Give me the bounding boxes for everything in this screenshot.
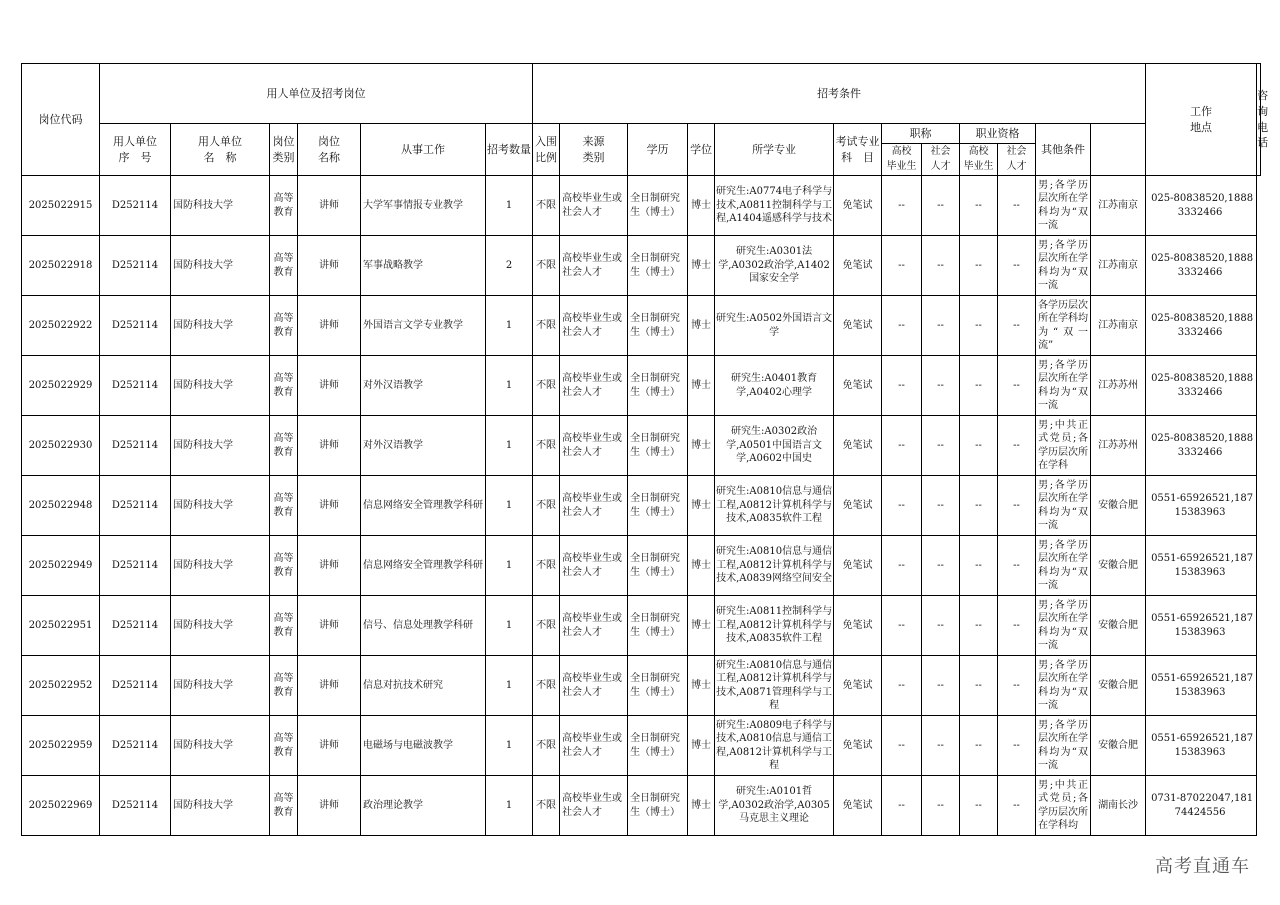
post-name-cell: 讲师	[298, 656, 361, 716]
header-unit-seq: 用人单位 序 号	[100, 124, 171, 176]
post-type-cell: 高等教育	[270, 296, 298, 356]
title-social-cell: --	[922, 236, 960, 296]
degree-cell: 博士	[688, 356, 715, 416]
other-cell	[1036, 776, 1091, 836]
qual-social-cell: --	[998, 416, 1036, 476]
post-type-cell: 高等教育	[270, 356, 298, 416]
major-cell: 研究生:A0809电子科学与技术,A0810信息与通信工程,A0812计算机科学与工程	[715, 716, 834, 776]
header-exam: 考试专业 科 目	[834, 124, 882, 176]
qual-social-cell: --	[998, 476, 1036, 536]
post-name-cell: 讲师	[298, 296, 361, 356]
other-text: 男;中共正式党员;各学历层次所在学科均	[1038, 779, 1089, 831]
unit-name-cell: 国防科技大学	[171, 356, 270, 416]
post-code-cell: 2025022969	[22, 776, 100, 836]
source-cell: 高校毕业生或社会人才	[560, 296, 628, 356]
unit-name-cell: 国防科技大学	[171, 176, 270, 236]
qual-social-cell: --	[998, 656, 1036, 716]
major-cell: 研究生:A0301法学,A0302政治学,A1402国家安全学	[715, 236, 834, 296]
other-cell	[1036, 536, 1091, 596]
education-cell: 全日制研究生（博士）	[628, 176, 688, 236]
post-type-cell: 高等教育	[270, 656, 298, 716]
title-grad-cell: --	[882, 776, 922, 836]
other-text: 男;各学历层次所在学科均为“双一流	[1038, 659, 1089, 711]
other-cell	[1036, 716, 1091, 776]
post-type-cell: 高等教育	[270, 236, 298, 296]
source-cell: 高校毕业生或社会人才	[560, 536, 628, 596]
degree-cell: 博士	[688, 716, 715, 776]
other-cell	[1036, 356, 1091, 416]
phone-text: 0551-65926521,18715383963	[1151, 673, 1254, 698]
unit-name-cell: 国防科技大学	[171, 236, 270, 296]
other-text: 男;各学历层次所在学科均为“双一流	[1038, 359, 1089, 411]
source-cell: 高校毕业生或社会人才	[560, 236, 628, 296]
work-cell: 对外汉语教学	[361, 416, 486, 476]
other-cell	[1036, 416, 1091, 476]
education-cell: 全日制研究生（博士）	[628, 296, 688, 356]
exam-cell: 免笔试	[834, 296, 882, 356]
phone-cell	[1146, 716, 1257, 776]
post-name-cell: 讲师	[298, 716, 361, 776]
header-count: 招考数量	[486, 124, 533, 176]
unit-seq-cell: D252114	[100, 716, 171, 776]
table-row	[22, 656, 1261, 716]
post-code-cell: 2025022922	[22, 296, 100, 356]
other-cell	[1036, 596, 1091, 656]
location-cell: 江苏苏州	[1091, 356, 1146, 416]
count-cell: 2	[486, 236, 533, 296]
degree-cell: 博士	[688, 596, 715, 656]
table-row	[22, 236, 1261, 296]
major-cell: 研究生:A0774电子科学与技术,A0811控制科学与工程,A1404遥感科学与技术	[715, 176, 834, 236]
phone-text: 025-80838520,18883332466	[1151, 373, 1254, 398]
post-name-cell: 讲师	[298, 596, 361, 656]
qual-grad-cell: --	[960, 536, 998, 596]
work-cell: 信号、信息处理教学科研	[361, 596, 486, 656]
post-code-cell: 2025022929	[22, 356, 100, 416]
work-cell: 信息网络安全管理教学科研	[361, 536, 486, 596]
ratio-cell: 不限	[533, 776, 560, 836]
qual-grad-cell: --	[960, 596, 998, 656]
unit-seq-cell: D252114	[100, 356, 171, 416]
header-ratio: 入围 比例	[533, 124, 560, 176]
ratio-cell: 不限	[533, 296, 560, 356]
title-grad-cell: --	[882, 296, 922, 356]
qual-grad-cell: --	[960, 656, 998, 716]
title-grad-cell: --	[882, 416, 922, 476]
work-cell: 电磁场与电磁波教学	[361, 716, 486, 776]
source-cell: 高校毕业生或社会人才	[560, 176, 628, 236]
education-cell: 全日制研究生（博士）	[628, 536, 688, 596]
post-code-cell: 2025022948	[22, 476, 100, 536]
exam-cell: 免笔试	[834, 356, 882, 416]
other-text: 男;中共正式党员;各学历层次所在学科	[1038, 419, 1089, 471]
education-cell: 全日制研究生（博士）	[628, 716, 688, 776]
header-phone: 咨询电话	[1257, 64, 1261, 176]
header-qual-group: 职业资格	[960, 124, 1036, 144]
phone-text: 025-80838520,18883332466	[1151, 313, 1254, 338]
phone-text: 025-80838520,18883332466	[1151, 253, 1254, 278]
location-cell: 安徽合肥	[1091, 716, 1146, 776]
phone-cell	[1146, 536, 1257, 596]
source-cell: 高校毕业生或社会人才	[560, 416, 628, 476]
other-cell	[1036, 296, 1091, 356]
count-cell: 1	[486, 476, 533, 536]
exam-cell: 免笔试	[834, 476, 882, 536]
degree-cell: 博士	[688, 476, 715, 536]
title-social-cell: --	[922, 476, 960, 536]
degree-cell: 博士	[688, 776, 715, 836]
exam-cell: 免笔试	[834, 176, 882, 236]
work-cell: 外国语言文学专业教学	[361, 296, 486, 356]
header-major: 所学专业	[715, 124, 834, 176]
unit-seq-cell: D252114	[100, 596, 171, 656]
phone-text: 0551-65926521,18715383963	[1151, 613, 1254, 638]
location-cell: 江苏南京	[1091, 236, 1146, 296]
source-cell: 高校毕业生或社会人才	[560, 656, 628, 716]
unit-seq-cell: D252114	[100, 536, 171, 596]
post-type-cell: 高等教育	[270, 776, 298, 836]
exam-cell: 免笔试	[834, 416, 882, 476]
ratio-cell: 不限	[533, 416, 560, 476]
header-post-name: 岗位 名称	[298, 124, 361, 176]
exam-cell: 免笔试	[834, 536, 882, 596]
work-cell: 信息网络安全管理教学科研	[361, 476, 486, 536]
source-cell: 高校毕业生或社会人才	[560, 776, 628, 836]
other-text: 男;各学历层次所在学科均为“双一流	[1038, 179, 1089, 231]
post-code-cell: 2025022915	[22, 176, 100, 236]
phone-text: 0551-65926521,18715383963	[1151, 553, 1254, 578]
degree-cell: 博士	[688, 416, 715, 476]
post-name-cell: 讲师	[298, 236, 361, 296]
count-cell: 1	[486, 596, 533, 656]
location-cell: 湖南长沙	[1091, 776, 1146, 836]
post-code-cell: 2025022951	[22, 596, 100, 656]
post-code-cell: 2025022959	[22, 716, 100, 776]
qual-grad-cell: --	[960, 476, 998, 536]
post-name-cell: 讲师	[298, 416, 361, 476]
phone-text: 0731-87022047,18174424556	[1151, 793, 1254, 818]
major-cell: 研究生:A0810信息与通信工程,A0812计算机科学与技术,A0835软件工程	[715, 476, 834, 536]
watermark-text: 高考直通车	[1155, 856, 1250, 877]
title-social-cell: --	[922, 296, 960, 356]
phone-text: 025-80838520,18883332466	[1151, 433, 1254, 458]
other-text: 男;各学历层次所在学科均为“双一流	[1038, 719, 1089, 771]
major-cell: 研究生:A0101哲学,A0302政治学,A0305马克思主义理论	[715, 776, 834, 836]
post-type-cell: 高等教育	[270, 476, 298, 536]
exam-cell: 免笔试	[834, 776, 882, 836]
job-table	[21, 63, 1269, 836]
header-post-type: 岗位 类别	[270, 124, 298, 176]
header-education: 学历	[628, 124, 688, 176]
work-cell: 军事战略教学	[361, 236, 486, 296]
table-row	[22, 596, 1261, 656]
post-name-cell: 讲师	[298, 356, 361, 416]
title-social-cell: --	[922, 416, 960, 476]
major-cell: 研究生:A0401教育学,A0402心理学	[715, 356, 834, 416]
unit-name-cell: 国防科技大学	[171, 656, 270, 716]
qual-social-cell: --	[998, 596, 1036, 656]
work-cell: 对外汉语教学	[361, 356, 486, 416]
ratio-cell: 不限	[533, 236, 560, 296]
ratio-cell: 不限	[533, 476, 560, 536]
count-cell: 1	[486, 776, 533, 836]
source-cell: 高校毕业生或社会人才	[560, 356, 628, 416]
post-code-cell: 2025022918	[22, 236, 100, 296]
qual-social-cell: --	[998, 536, 1036, 596]
qual-social-cell: --	[998, 296, 1036, 356]
location-cell: 安徽合肥	[1091, 596, 1146, 656]
phone-cell	[1146, 476, 1257, 536]
count-cell: 1	[486, 716, 533, 776]
work-cell: 信息对抗技术研究	[361, 656, 486, 716]
education-cell: 全日制研究生（博士）	[628, 236, 688, 296]
header-title-social: 社会 人才	[922, 144, 960, 176]
degree-cell: 博士	[688, 656, 715, 716]
unit-seq-cell: D252114	[100, 236, 171, 296]
post-type-cell: 高等教育	[270, 416, 298, 476]
phone-cell	[1146, 656, 1257, 716]
qual-social-cell: --	[998, 776, 1036, 836]
header-degree: 学位	[688, 124, 715, 176]
qual-grad-cell: --	[960, 716, 998, 776]
count-cell: 1	[486, 176, 533, 236]
phone-cell	[1146, 356, 1257, 416]
location-cell: 安徽合肥	[1091, 476, 1146, 536]
degree-cell: 博士	[688, 296, 715, 356]
degree-cell: 博士	[688, 176, 715, 236]
source-cell: 高校毕业生或社会人才	[560, 476, 628, 536]
qual-grad-cell: --	[960, 296, 998, 356]
ratio-cell: 不限	[533, 716, 560, 776]
title-grad-cell: --	[882, 716, 922, 776]
ratio-cell: 不限	[533, 536, 560, 596]
table-row	[22, 176, 1261, 236]
post-type-cell: 高等教育	[270, 536, 298, 596]
unit-seq-cell: D252114	[100, 476, 171, 536]
education-cell: 全日制研究生（博士）	[628, 476, 688, 536]
work-cell: 大学军事情报专业教学	[361, 176, 486, 236]
header-group-conditions: 招考条件	[533, 64, 1146, 124]
education-cell: 全日制研究生（博士）	[628, 656, 688, 716]
post-code-cell: 2025022930	[22, 416, 100, 476]
ratio-cell: 不限	[533, 356, 560, 416]
count-cell: 1	[486, 356, 533, 416]
table-row	[22, 776, 1261, 836]
header-source: 来源 类别	[560, 124, 628, 176]
header-work: 从事工作	[361, 124, 486, 176]
phone-text: 0551-65926521,18715383963	[1151, 733, 1254, 758]
unit-name-cell: 国防科技大学	[171, 416, 270, 476]
header-location: 工作 地点	[1146, 64, 1257, 176]
ratio-cell: 不限	[533, 596, 560, 656]
title-grad-cell: --	[882, 476, 922, 536]
post-code-cell: 2025022949	[22, 536, 100, 596]
major-cell: 研究生:A0811控制科学与工程,A0812计算机科学与技术,A0835软件工程	[715, 596, 834, 656]
major-cell: 研究生:A0810信息与通信工程,A0812计算机科学与技术,A0871管理科学与工程	[715, 656, 834, 716]
table-row	[22, 476, 1261, 536]
education-cell: 全日制研究生（博士）	[628, 776, 688, 836]
phone-text: 025-80838520,18883332466	[1151, 193, 1254, 218]
qual-social-cell: --	[998, 236, 1036, 296]
title-social-cell: --	[922, 776, 960, 836]
other-cell	[1036, 236, 1091, 296]
header-unit-name: 用人单位 名 称	[171, 124, 270, 176]
table-row	[22, 716, 1261, 776]
table-row	[22, 296, 1261, 356]
unit-name-cell: 国防科技大学	[171, 476, 270, 536]
location-cell: 江苏南京	[1091, 296, 1146, 356]
education-cell: 全日制研究生（博士）	[628, 416, 688, 476]
header-qual-social: 社会 人才	[998, 144, 1036, 176]
header-title-group: 职称	[882, 124, 960, 144]
work-cell: 政治理论教学	[361, 776, 486, 836]
header-other: 其他条件	[1036, 124, 1091, 176]
qual-grad-cell: --	[960, 416, 998, 476]
unit-name-cell: 国防科技大学	[171, 716, 270, 776]
education-cell: 全日制研究生（博士）	[628, 356, 688, 416]
table-row	[22, 536, 1261, 596]
count-cell: 1	[486, 656, 533, 716]
phone-cell	[1146, 236, 1257, 296]
title-social-cell: --	[922, 356, 960, 416]
title-grad-cell: --	[882, 596, 922, 656]
major-cell: 研究生:A0810信息与通信工程,A0812计算机科学与技术,A0839网络空间安全	[715, 536, 834, 596]
title-social-cell: --	[922, 596, 960, 656]
other-text: 男;各学历层次所在学科均为“双一流	[1038, 539, 1089, 591]
exam-cell: 免笔试	[834, 596, 882, 656]
phone-cell	[1146, 296, 1257, 356]
count-cell: 1	[486, 416, 533, 476]
count-cell: 1	[486, 536, 533, 596]
location-cell: 安徽合肥	[1091, 656, 1146, 716]
other-cell	[1036, 476, 1091, 536]
unit-name-cell: 国防科技大学	[171, 596, 270, 656]
phone-cell	[1146, 176, 1257, 236]
unit-name-cell: 国防科技大学	[171, 776, 270, 836]
other-text: 男;各学历层次所在学科均为“双一流	[1038, 239, 1089, 291]
major-cell: 研究生:A0502外国语言文学	[715, 296, 834, 356]
unit-seq-cell: D252114	[100, 296, 171, 356]
title-grad-cell: --	[882, 536, 922, 596]
phone-cell	[1146, 776, 1257, 836]
exam-cell: 免笔试	[834, 716, 882, 776]
post-type-cell: 高等教育	[270, 716, 298, 776]
unit-seq-cell: D252114	[100, 176, 171, 236]
phone-cell	[1146, 416, 1257, 476]
unit-name-cell: 国防科技大学	[171, 296, 270, 356]
phone-cell	[1146, 596, 1257, 656]
qual-social-cell: --	[998, 356, 1036, 416]
major-cell: 研究生:A0302政治学,A0501中国语言文学,A0602中国史	[715, 416, 834, 476]
ratio-cell: 不限	[533, 176, 560, 236]
header-post-code: 岗位代码	[22, 64, 100, 176]
title-social-cell: --	[922, 656, 960, 716]
header-title-grad: 高校 毕业生	[882, 144, 922, 176]
title-grad-cell: --	[882, 176, 922, 236]
degree-cell: 博士	[688, 536, 715, 596]
source-cell: 高校毕业生或社会人才	[560, 716, 628, 776]
location-cell: 安徽合肥	[1091, 536, 1146, 596]
unit-seq-cell: D252114	[100, 776, 171, 836]
table-row	[22, 356, 1261, 416]
qual-grad-cell: --	[960, 356, 998, 416]
post-name-cell: 讲师	[298, 776, 361, 836]
location-cell: 江苏苏州	[1091, 416, 1146, 476]
other-text: 男;各学历层次所在学科均为“双一流	[1038, 599, 1089, 651]
location-cell: 江苏南京	[1091, 176, 1146, 236]
qual-grad-cell: --	[960, 236, 998, 296]
header-group-unit: 用人单位及招考岗位	[100, 64, 533, 124]
ratio-cell: 不限	[533, 656, 560, 716]
exam-cell: 免笔试	[834, 656, 882, 716]
title-grad-cell: --	[882, 356, 922, 416]
table-row	[22, 416, 1261, 476]
unit-seq-cell: D252114	[100, 416, 171, 476]
other-cell	[1036, 176, 1091, 236]
title-social-cell: --	[922, 716, 960, 776]
source-cell: 高校毕业生或社会人才	[560, 596, 628, 656]
other-cell	[1036, 656, 1091, 716]
count-cell: 1	[486, 296, 533, 356]
header-qual-grad: 高校 毕业生	[960, 144, 998, 176]
exam-cell: 免笔试	[834, 236, 882, 296]
title-grad-cell: --	[882, 236, 922, 296]
post-name-cell: 讲师	[298, 176, 361, 236]
post-type-cell: 高等教育	[270, 596, 298, 656]
title-social-cell: --	[922, 536, 960, 596]
qual-grad-cell: --	[960, 776, 998, 836]
title-grad-cell: --	[882, 656, 922, 716]
education-cell: 全日制研究生（博士）	[628, 596, 688, 656]
qual-social-cell: --	[998, 176, 1036, 236]
title-social-cell: --	[922, 176, 960, 236]
other-text: 男;各学历层次所在学科均为“双一流	[1038, 479, 1089, 531]
phone-text: 0551-65926521,18715383963	[1151, 493, 1254, 518]
post-type-cell: 高等教育	[270, 176, 298, 236]
other-text: 各学历层次所在学科均为“双一流”	[1038, 299, 1089, 351]
qual-social-cell: --	[998, 716, 1036, 776]
post-name-cell: 讲师	[298, 536, 361, 596]
post-name-cell: 讲师	[298, 476, 361, 536]
degree-cell: 博士	[688, 236, 715, 296]
unit-seq-cell: D252114	[100, 656, 171, 716]
qual-grad-cell: --	[960, 176, 998, 236]
unit-name-cell: 国防科技大学	[171, 536, 270, 596]
post-code-cell: 2025022952	[22, 656, 100, 716]
